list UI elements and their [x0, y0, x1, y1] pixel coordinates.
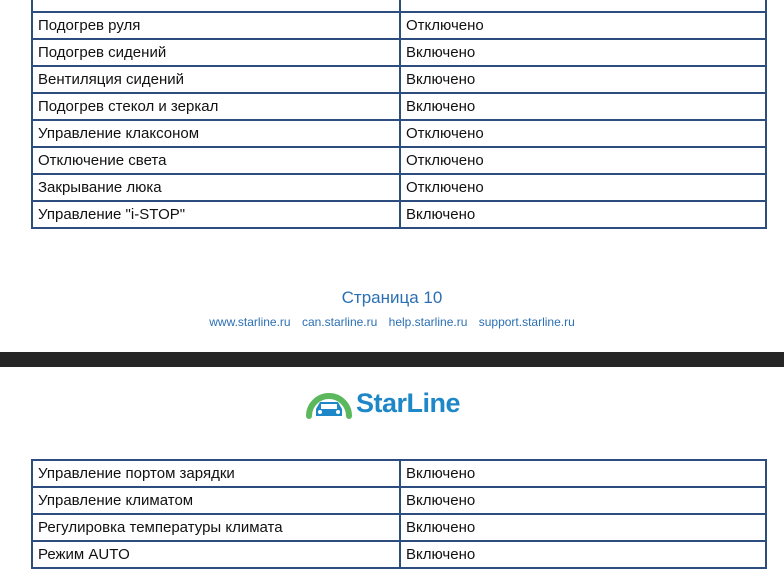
state-cell: Отключено: [400, 120, 766, 147]
table-row: [32, 39, 766, 66]
settings-table-top: [31, 0, 767, 229]
feature-cell: Режим AUTO: [32, 541, 400, 568]
table-row: [32, 487, 766, 514]
feature-cell: Регулировка температуры климата: [32, 514, 400, 541]
table-row: [32, 201, 766, 228]
state-cell: Отключено: [400, 12, 766, 39]
feature-cell: Подогрев стекол и зеркал: [32, 93, 400, 120]
settings-table-bottom: [31, 459, 767, 569]
feature-cell: Вентиляция сидений: [32, 66, 400, 93]
state-cell: Включено: [400, 460, 766, 487]
link-can[interactable]: can.starline.ru: [301, 315, 378, 329]
table-row: [32, 0, 766, 12]
state-cell: Включено: [400, 541, 766, 568]
feature-cell: Закрывание люка: [32, 174, 400, 201]
feature-cell: Управление "i-STOP": [32, 201, 400, 228]
state-cell: Включено: [400, 201, 766, 228]
table-row: [32, 66, 766, 93]
table-row: [32, 93, 766, 120]
state-cell: Включено: [400, 66, 766, 93]
feature-cell: Отключение света: [32, 147, 400, 174]
feature-cell: Подогрев сидений: [32, 39, 400, 66]
state-cell: Отключено: [400, 147, 766, 174]
state-cell: Включено: [400, 39, 766, 66]
link-www[interactable]: www.starline.ru: [209, 315, 291, 329]
state-cell: Включено: [400, 514, 766, 541]
feature-cell: Управление климатом: [32, 487, 400, 514]
feature-cell: Управление клаксоном: [32, 120, 400, 147]
state-cell: Включено: [400, 93, 766, 120]
table-row: [32, 514, 766, 541]
car-arc-icon: [305, 389, 353, 419]
table-row: [32, 174, 766, 201]
logo-text: StarLine: [356, 388, 461, 418]
state-cell: [400, 0, 766, 12]
link-support[interactable]: support.starline.ru: [478, 315, 575, 329]
page-bottom: [0, 367, 784, 583]
feature-cell: Управление портом зарядки: [32, 460, 400, 487]
page-divider: [0, 352, 784, 367]
table-row: [32, 460, 766, 487]
table-row: [32, 12, 766, 39]
table-row: [32, 541, 766, 568]
table-row: [32, 120, 766, 147]
state-cell: Включено: [400, 487, 766, 514]
link-help[interactable]: help.starline.ru: [388, 315, 468, 329]
state-cell: Отключено: [400, 174, 766, 201]
feature-cell: Подогрев руля: [32, 12, 400, 39]
table-row: [32, 147, 766, 174]
footer-links: [0, 315, 784, 329]
page-number: Страница 10: [341, 288, 443, 307]
feature-cell: [32, 0, 400, 12]
